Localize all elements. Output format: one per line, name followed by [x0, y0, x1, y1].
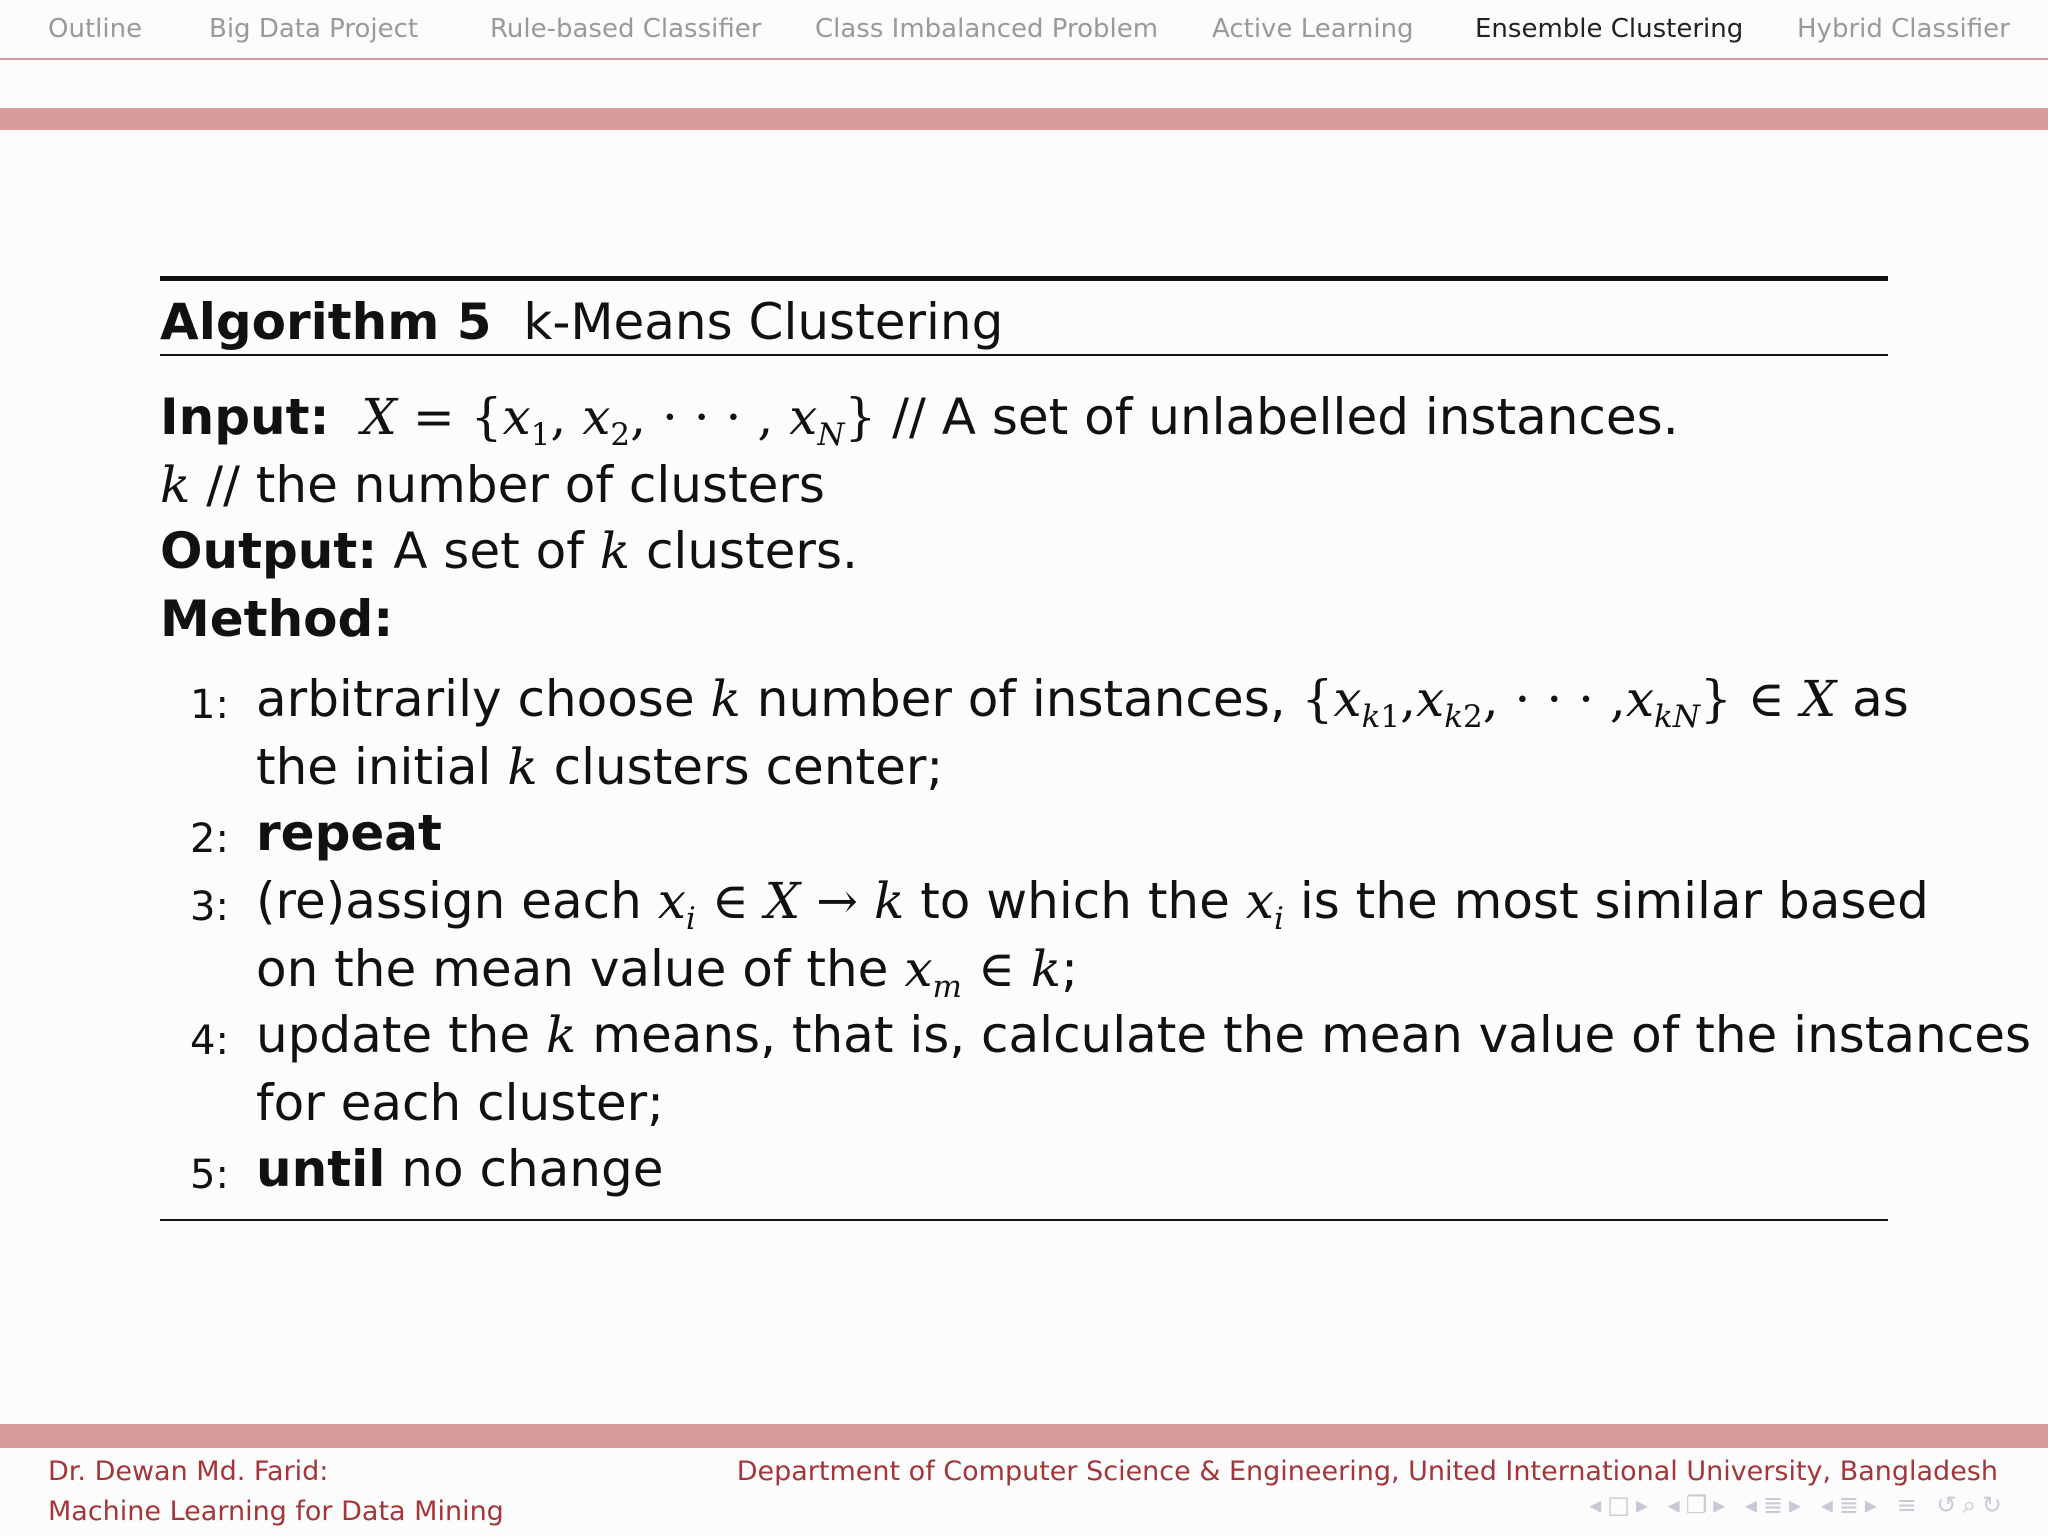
method-label: Method:	[160, 590, 394, 648]
k-symbol: k	[546, 1006, 577, 1064]
step-text: means, that is, calculate the mean value of the instances	[592, 1006, 2032, 1064]
k-symbol: k	[507, 738, 538, 796]
step-text: is the most similar based	[1299, 872, 1929, 930]
footer-course: Machine Learning for Data Mining	[48, 1496, 504, 1527]
algorithm-block	[160, 276, 2032, 1221]
step-number-5: 5:	[190, 1152, 229, 1198]
redo-icon[interactable]: ↻	[1981, 1491, 2008, 1519]
step-4-line-2	[256, 1074, 665, 1132]
step-number-3: 3:	[190, 884, 229, 930]
nav-item-ensemble-clustering[interactable]: Ensemble Clustering	[1475, 14, 1744, 44]
nav-item-class-imbalanced-problem[interactable]: Class Imbalanced Problem	[815, 14, 1159, 44]
step-text: clusters center;	[553, 738, 944, 796]
nav-item-outline[interactable]: Outline	[48, 14, 143, 44]
frame-icon[interactable]: □	[1607, 1491, 1636, 1519]
footer-author: Dr. Dewan Md. Farid:	[48, 1456, 329, 1487]
nav-item-active-learning[interactable]: Active Learning	[1212, 14, 1414, 44]
footer-accent-band	[0, 1424, 2048, 1448]
step-number-1: 1:	[190, 682, 229, 728]
algorithm-number: Algorithm 5	[160, 293, 492, 351]
step-text: (re)assign each	[256, 872, 642, 930]
section-list-icon[interactable]: ≣	[1838, 1491, 1865, 1519]
k-description: // the number of clusters	[206, 456, 825, 514]
align-icon[interactable]: ≡	[1896, 1491, 1923, 1519]
footer-department: Department of Computer Science & Engineering, United International University, Bangladesh	[736, 1456, 1998, 1487]
nav-item-hybrid-classifier[interactable]: Hybrid Classifier	[1797, 14, 2010, 44]
algorithm-header	[160, 281, 1888, 354]
k-parameter-line	[160, 456, 825, 514]
step-5-line	[256, 1140, 664, 1198]
subsection-next-icon[interactable]: ▸	[1713, 1491, 1732, 1519]
search-icon[interactable]: ⌕	[1962, 1491, 1982, 1519]
step-2-line	[256, 804, 442, 862]
output-text-after: clusters.	[645, 522, 858, 580]
initial-centers-formula: {$x_{k1},x_{k2}$, · · · $,x_{kN}$}	[1301, 670, 1732, 735]
section-navigation-bar	[0, 0, 2048, 60]
algorithm-bottom-rule	[160, 1219, 1888, 1221]
step-text: update the	[256, 1006, 531, 1064]
subsection-next-icon[interactable]: ▸	[1864, 1491, 1883, 1519]
algorithm-title: k-Means Clustering	[523, 293, 1004, 351]
step-text: the initial	[256, 738, 492, 796]
subsection-prev-icon[interactable]: ◂	[1820, 1491, 1839, 1519]
step-text: for each cluster;	[256, 1074, 665, 1132]
xi-symbol: $x_i$	[1245, 872, 1284, 937]
section-icon[interactable]: ≣	[1762, 1491, 1790, 1519]
section-prev-icon[interactable]: ◂	[1744, 1491, 1763, 1519]
subsection-icon[interactable]: ❐	[1685, 1491, 1714, 1519]
nav-item-big-data-project[interactable]: Big Data Project	[209, 14, 419, 44]
until-keyword: until	[256, 1140, 386, 1198]
mean-formula: $x_m$ ∈ k;	[904, 940, 1078, 1005]
undo-icon[interactable]: ↺	[1936, 1491, 1963, 1519]
section-next-icon[interactable]: ▸	[1789, 1491, 1808, 1519]
assign-formula: $x_i$ ∈ X → k	[657, 872, 905, 937]
step-text: to which the	[920, 872, 1230, 930]
input-line	[160, 388, 1679, 453]
step-4-line-1	[256, 1006, 2032, 1064]
step-text: as	[1852, 670, 1909, 728]
repeat-keyword: repeat	[256, 804, 442, 862]
output-label: Output:	[160, 522, 378, 580]
step-1-line-1	[256, 670, 1909, 735]
frame-next-icon[interactable]: ▸	[1635, 1491, 1654, 1519]
step-number-2: 2:	[190, 816, 229, 862]
step-text: no change	[401, 1140, 664, 1198]
algorithm-body	[160, 356, 2032, 1219]
step-text: arbitrarily choose	[256, 670, 695, 728]
slide-navigation-controls	[1589, 1491, 2008, 1519]
input-label: Input:	[160, 388, 330, 446]
step-text: on the mean value of the	[256, 940, 889, 998]
subsection-prev-icon[interactable]: ◂	[1667, 1491, 1686, 1519]
algorithm-caption	[160, 293, 1003, 351]
input-set-formula: $X = \{x_1$, $x_2$, · · · , $x_N$}	[361, 388, 877, 453]
k-symbol: k	[599, 522, 631, 580]
set-x-symbol: X	[1800, 670, 1837, 728]
frame-prev-icon[interactable]: ◂	[1589, 1491, 1608, 1519]
step-number-4: 4:	[190, 1018, 229, 1064]
k-symbol: k	[710, 670, 741, 728]
step-text: number of instances,	[756, 670, 1286, 728]
step-3-line-1	[256, 872, 1929, 937]
output-line	[160, 522, 858, 580]
output-text-before: A set of	[393, 522, 584, 580]
nav-item-rule-based-classifier[interactable]: Rule-based Classifier	[490, 14, 762, 44]
element-of-symbol: ∈	[1747, 670, 1785, 728]
header-accent-band	[0, 108, 2048, 130]
method-line	[160, 590, 394, 648]
step-1-line-2	[256, 738, 944, 796]
step-3-line-2	[256, 940, 1078, 1005]
input-description: // A set of unlabelled instances.	[892, 388, 1679, 446]
k-symbol: k	[160, 456, 191, 514]
